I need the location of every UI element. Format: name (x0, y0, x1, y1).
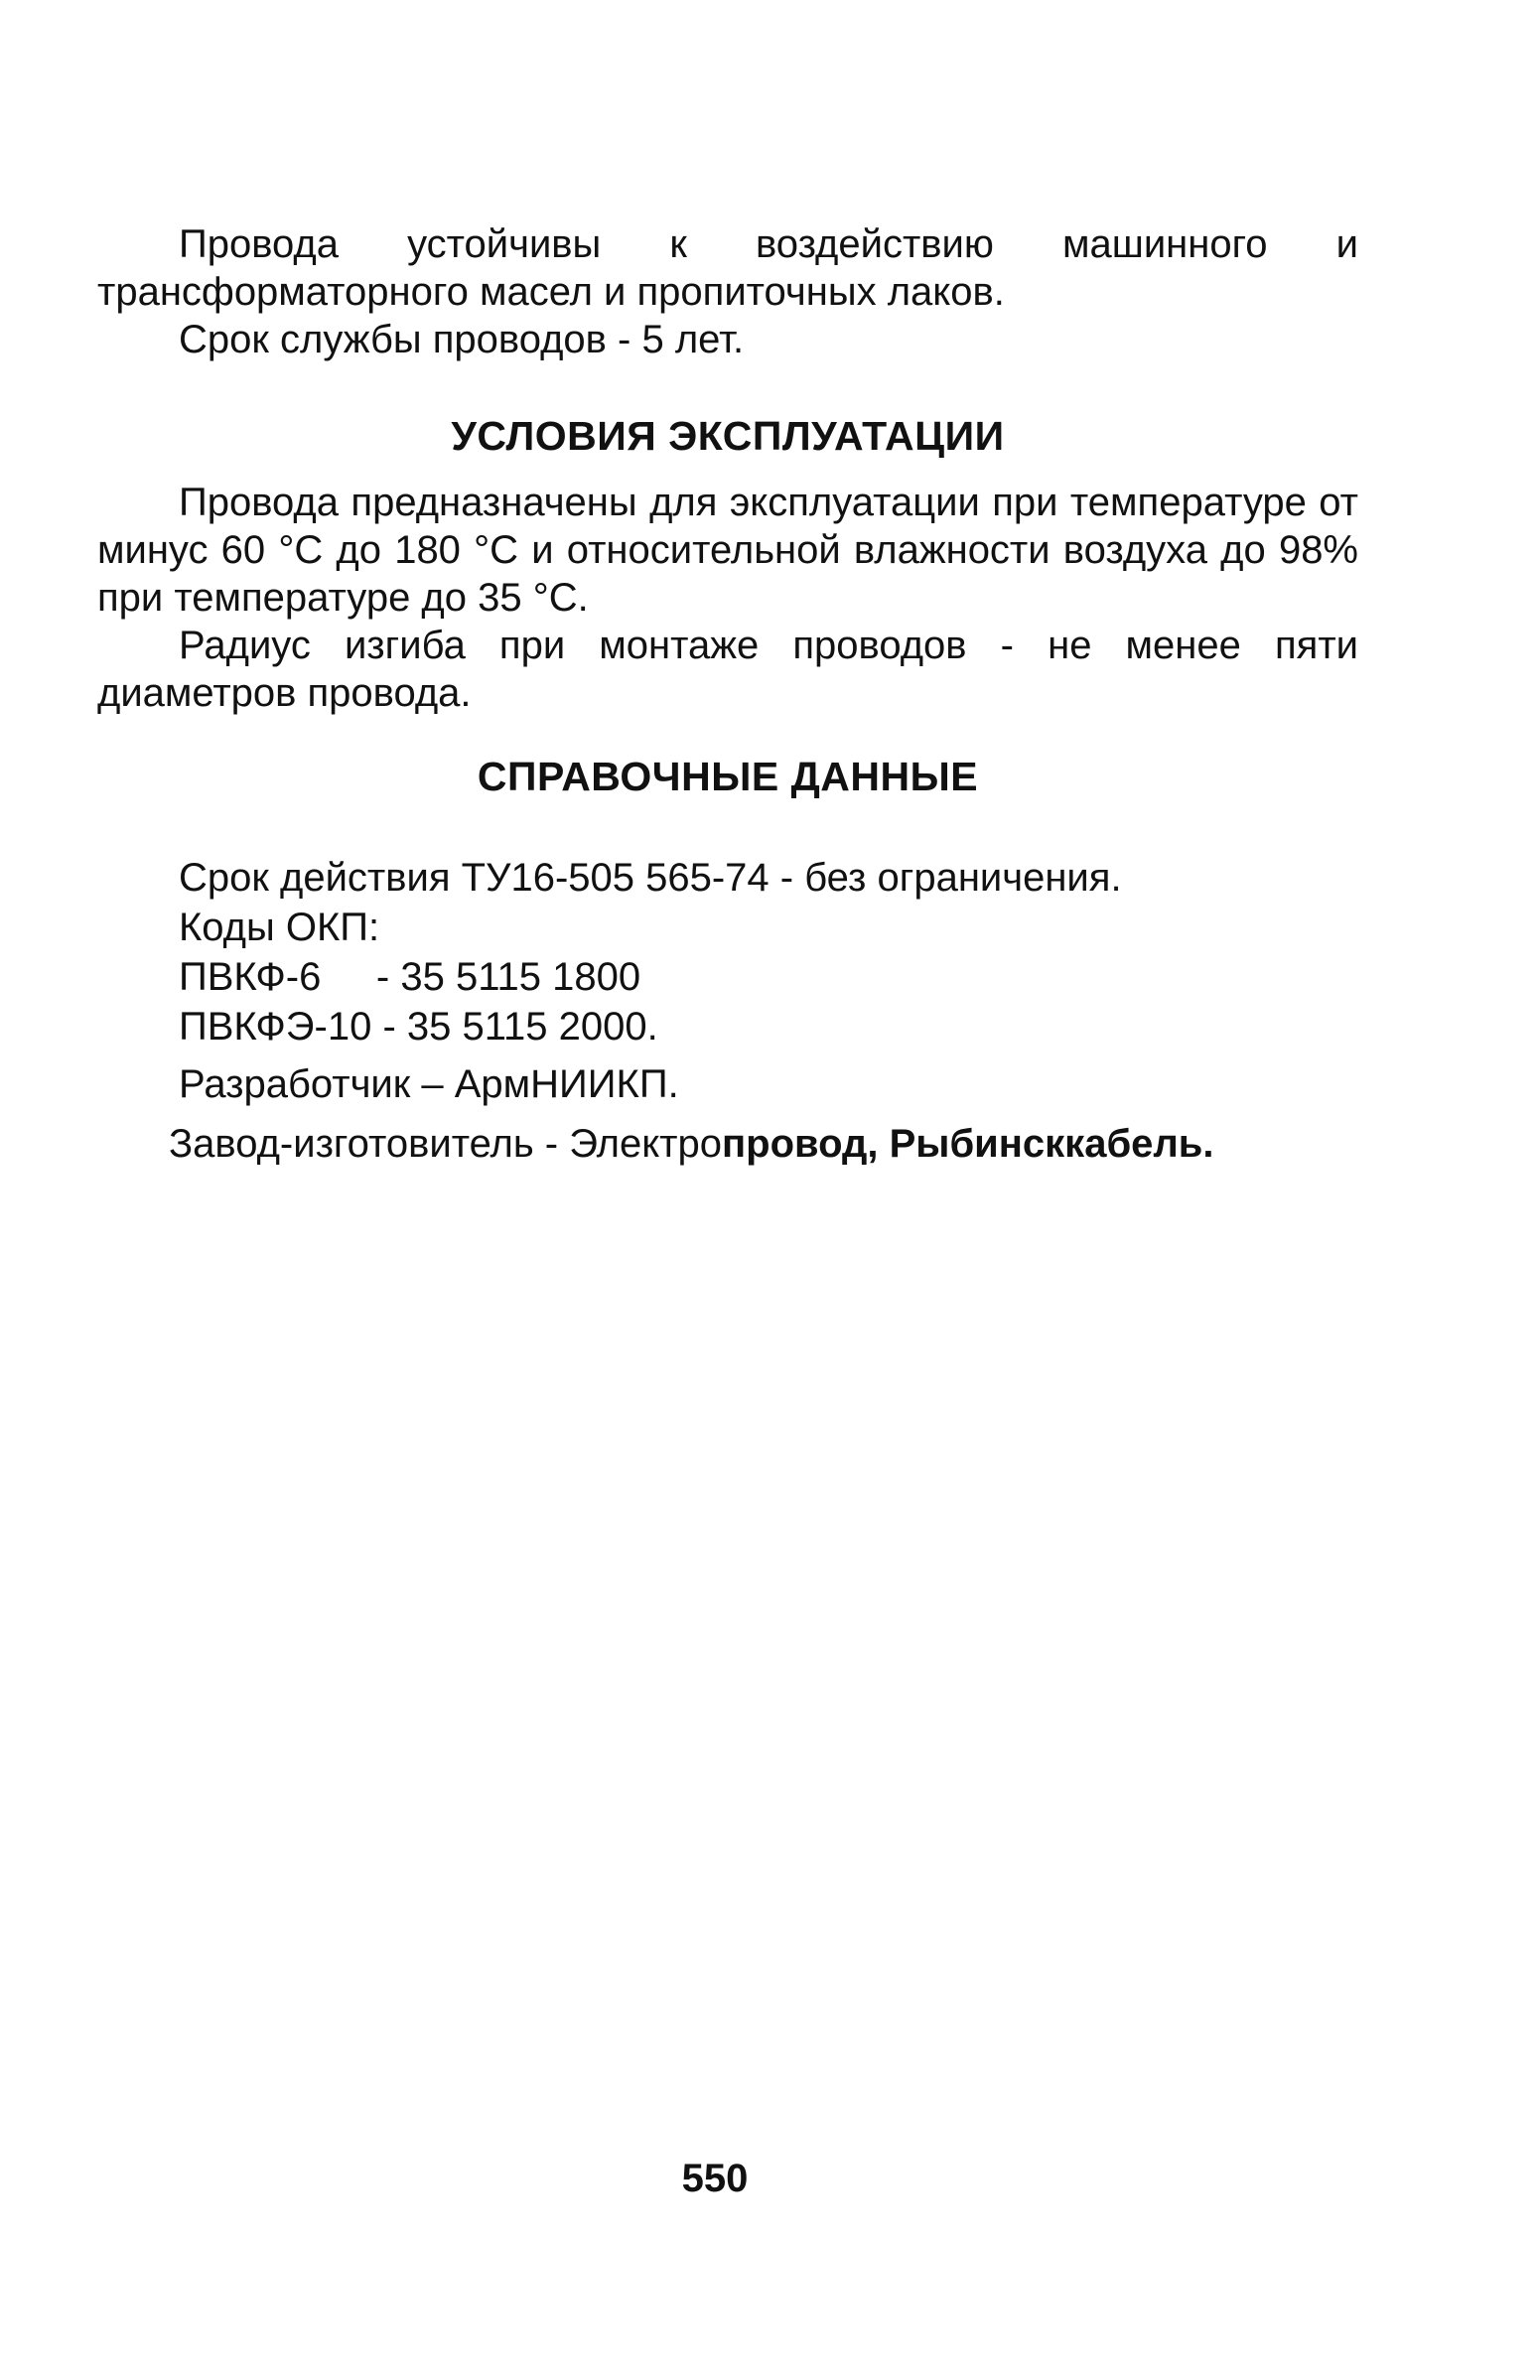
reference-developer: Разработчик – АрмНИИКП. (179, 1062, 679, 1106)
reference-okp-code-1: ПВКФ-6 - 35 5115 1800 (179, 955, 641, 999)
heading-operating-conditions: УСЛОВИЯ ЭКСПЛУАТАЦИИ (451, 413, 1005, 459)
conditions-block (97, 479, 1358, 717)
reference-manufacturer (169, 1120, 1214, 1168)
intro-block (97, 220, 1358, 363)
heading-reference-data: СПРАВОЧНЫЕ ДАННЫЕ (477, 754, 979, 799)
intro-paragraph-oil-resistance: Провода устойчивы к воздействию машинного и трансформаторного масел и пропиточных лаков. (97, 222, 1358, 314)
reference-okp-code-2: ПВКФЭ-10 - 35 5115 2000. (179, 1005, 658, 1049)
reference-manufacturer-label: Завод-изготовитель - Электро (169, 1122, 722, 1166)
reference-manufacturer-names: провод, Рыбинсккабель. (722, 1122, 1214, 1166)
intro-paragraph-service-life: Срок службы проводов - 5 лет. (179, 318, 745, 361)
page-number: 550 (681, 2157, 749, 2200)
conditions-paragraph-temperature: Провода предназначены для эксплуатации при температуре от минус 60 °С до 180 °С и относительной влажности воздуха до 98% при температуре до 35 °С. (97, 481, 1358, 620)
reference-validity: Срок действия ТУ16-505 565-74 - без ограничения. (179, 856, 1122, 900)
conditions-paragraph-bend-radius: Радиус изгиба при монтаже проводов - не менее пяти диаметров провода. (97, 624, 1358, 715)
reference-okp-label: Коды ОКП: (179, 906, 380, 949)
